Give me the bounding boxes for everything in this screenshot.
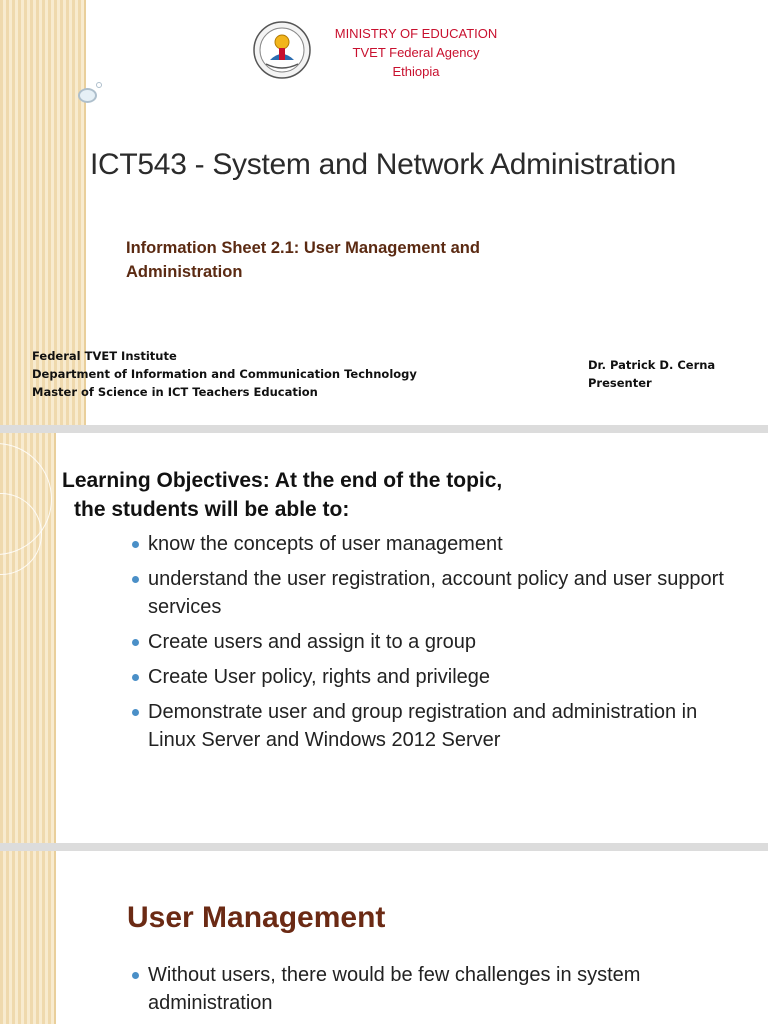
bubble-icon: [78, 88, 97, 103]
subtitle-line-2: Administration: [126, 263, 243, 281]
objectives-list: [130, 530, 750, 761]
strip-edge: [54, 851, 56, 1024]
presenter-role: Presenter: [588, 376, 652, 390]
user-management-list: [130, 961, 750, 1024]
slide-separator: [0, 425, 768, 433]
list-item: [130, 565, 750, 621]
list-item: [130, 530, 750, 558]
bullet-icon: [132, 674, 139, 681]
strip-edge: [54, 433, 56, 843]
institute-block: [32, 347, 417, 401]
presenter-name: Dr. Patrick D. Cerna: [588, 358, 716, 372]
bubble-small-icon: [96, 82, 102, 88]
program-name: Master of Science in ICT Teachers Education: [32, 385, 318, 399]
list-item: [130, 628, 750, 656]
list-item-text: Without users, there would be few challenges in system administration: [148, 964, 641, 1014]
list-item-text: Demonstrate user and group registration and administration in Linux Server and Windows 2012 Server: [148, 701, 698, 751]
objectives-heading-line-2: the students will be able to:: [74, 498, 350, 521]
list-item: [130, 961, 750, 1017]
institute-name: Federal TVET Institute: [32, 349, 177, 363]
subtitle-line-1: Information Sheet 2.1: User Management and: [126, 239, 480, 257]
info-sheet-title: [126, 236, 480, 284]
agency-name: TVET Federal Agency: [352, 45, 480, 60]
list-item-text: know the concepts of user management: [148, 533, 503, 555]
list-item-text: understand the user registration, account policy and user support services: [148, 568, 724, 618]
ministry-name: MINISTRY OF EDUCATION: [334, 26, 498, 41]
slide-separator: [0, 843, 768, 851]
slide-learning-objectives: [0, 433, 768, 843]
bullet-icon: [132, 972, 139, 979]
list-item-text: Create User policy, rights and privilege: [148, 666, 491, 688]
bullet-icon: [132, 709, 139, 716]
list-item: [130, 663, 750, 691]
course-title: ICT543 - System and Network Administration: [90, 148, 676, 181]
list-item-text: Create users and assign it to a group: [148, 631, 476, 653]
list-item: [130, 698, 708, 754]
slide-title: [0, 0, 768, 425]
presenter-block: [588, 356, 715, 392]
ministry-header: [316, 24, 516, 81]
slide-user-management: [0, 851, 768, 1024]
bullet-icon: [132, 576, 139, 583]
objectives-heading-line-1: Learning Objectives: At the end of the topic,: [62, 469, 503, 492]
decorative-strip: [0, 851, 54, 1024]
country-name: Ethiopia: [392, 64, 440, 79]
bullet-icon: [132, 639, 139, 646]
bullet-icon: [132, 541, 139, 548]
section-heading: User Management: [127, 901, 386, 934]
ministry-seal-icon: [252, 20, 312, 80]
department-name: Department of Information and Communication Technology: [32, 367, 417, 381]
objectives-heading: [62, 466, 502, 524]
